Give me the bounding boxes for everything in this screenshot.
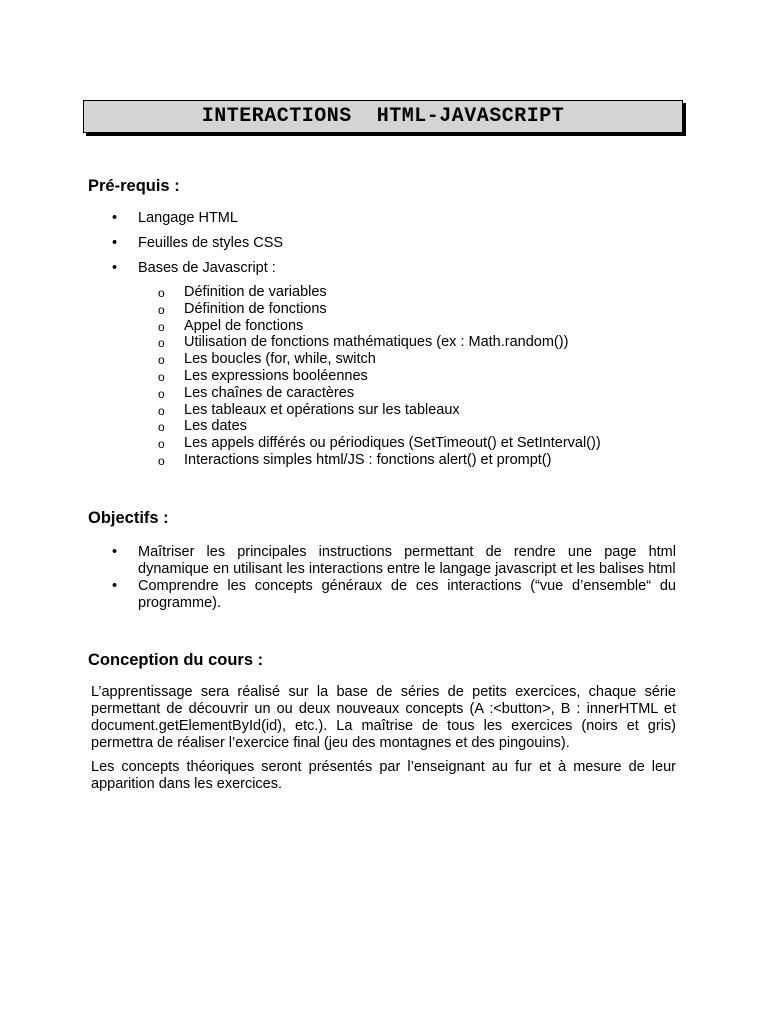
bullet-icon: • bbox=[112, 235, 118, 251]
bullet-icon: • bbox=[112, 210, 118, 226]
circle-bullet-icon: o bbox=[158, 353, 165, 368]
circle-bullet-icon: o bbox=[158, 336, 165, 351]
paragraph: Les concepts théoriques seront présentés par l’enseignant au fur et à mesure de leur apparition dans les exercices. bbox=[91, 759, 676, 792]
list-item-text: Feuilles de styles CSS bbox=[138, 235, 284, 251]
bullet-icon: • bbox=[112, 544, 118, 560]
list-item bbox=[112, 235, 601, 251]
sub-list-item bbox=[158, 402, 601, 419]
circle-bullet-icon: o bbox=[158, 437, 165, 452]
circle-bullet-icon: o bbox=[158, 420, 165, 435]
sub-list-item bbox=[158, 351, 601, 368]
circle-bullet-icon: o bbox=[158, 386, 165, 401]
objectifs-list bbox=[112, 544, 676, 612]
list-item-text: Langage HTML bbox=[138, 210, 238, 226]
list-item-text: Maîtriser les principales instructions permettant de rendre une page html dynamique en utilisant les interactions entre le langage javascript et les balises html bbox=[138, 544, 676, 577]
list-item-text: Bases de Javascript : bbox=[138, 260, 276, 276]
sub-list-item bbox=[158, 418, 601, 435]
circle-bullet-icon: o bbox=[158, 319, 165, 334]
sub-list-item-text: Définition de fonctions bbox=[184, 300, 327, 317]
sub-list-item-text: Définition de variables bbox=[184, 284, 327, 300]
sub-list-item-text: Appel de fonctions bbox=[184, 317, 304, 334]
sub-list-item-text: Les appels différés ou périodiques (SetTimeout() et SetInterval()) bbox=[184, 435, 601, 452]
sub-list-item-text: Utilisation de fonctions mathématiques (ex : Math.random()) bbox=[184, 334, 569, 351]
list-item bbox=[112, 544, 676, 578]
sub-list-item bbox=[158, 435, 601, 452]
sub-list-item-text: Les expressions booléennes bbox=[184, 367, 368, 384]
circle-bullet-icon: o bbox=[158, 369, 165, 384]
list-item bbox=[112, 260, 601, 469]
bullet-icon: • bbox=[112, 578, 118, 594]
heading-objectifs: Objectifs : bbox=[88, 509, 169, 527]
list-item bbox=[112, 578, 676, 612]
circle-bullet-icon: o bbox=[158, 286, 165, 300]
circle-bullet-icon: o bbox=[158, 453, 165, 468]
sub-list-item bbox=[158, 385, 601, 402]
sub-list-item bbox=[158, 318, 601, 335]
page-title: INTERACTIONS HTML-JAVASCRIPT bbox=[201, 105, 565, 128]
sub-list-item bbox=[158, 334, 601, 351]
paragraph: L’apprentissage sera réalisé sur la base de séries de petits exercices, chaque série permettant de découvrir un ou deux nouveaux concepts (A :<button>, B : innerHTML et document.getElementById(id), etc.). La maîtrise de tous les exercices (noirs et gris) permettra de réaliser l’exercice final (jeu des montagnes et des pingouins). bbox=[91, 684, 676, 751]
prerequis-list bbox=[112, 210, 601, 478]
sub-list-item-text: Interactions simples html/JS : fonctions alert() et prompt() bbox=[184, 451, 552, 468]
javascript-sublist bbox=[158, 284, 601, 469]
sub-list-item bbox=[158, 284, 601, 301]
sub-list-item bbox=[158, 368, 601, 385]
heading-prerequis: Pré-requis : bbox=[88, 177, 180, 195]
sub-list-item-text: Les chaînes de caractères bbox=[184, 384, 355, 401]
sub-list-item bbox=[158, 301, 601, 318]
list-item-text: Comprendre les concepts généraux de ces interactions (“vue d’ensemble“ du programme). bbox=[138, 578, 676, 611]
list-item bbox=[112, 210, 601, 226]
heading-conception: Conception du cours : bbox=[88, 651, 264, 669]
sub-list-item-text: Les dates bbox=[184, 418, 247, 435]
circle-bullet-icon: o bbox=[158, 403, 165, 418]
sub-list-item bbox=[158, 452, 601, 469]
circle-bullet-icon: o bbox=[158, 302, 165, 317]
bullet-icon: • bbox=[112, 260, 118, 276]
title-banner bbox=[83, 100, 683, 133]
sub-list-item-text: Les tableaux et opérations sur les tableaux bbox=[184, 401, 460, 418]
sub-list-item-text: Les boucles (for, while, switch bbox=[184, 351, 376, 368]
